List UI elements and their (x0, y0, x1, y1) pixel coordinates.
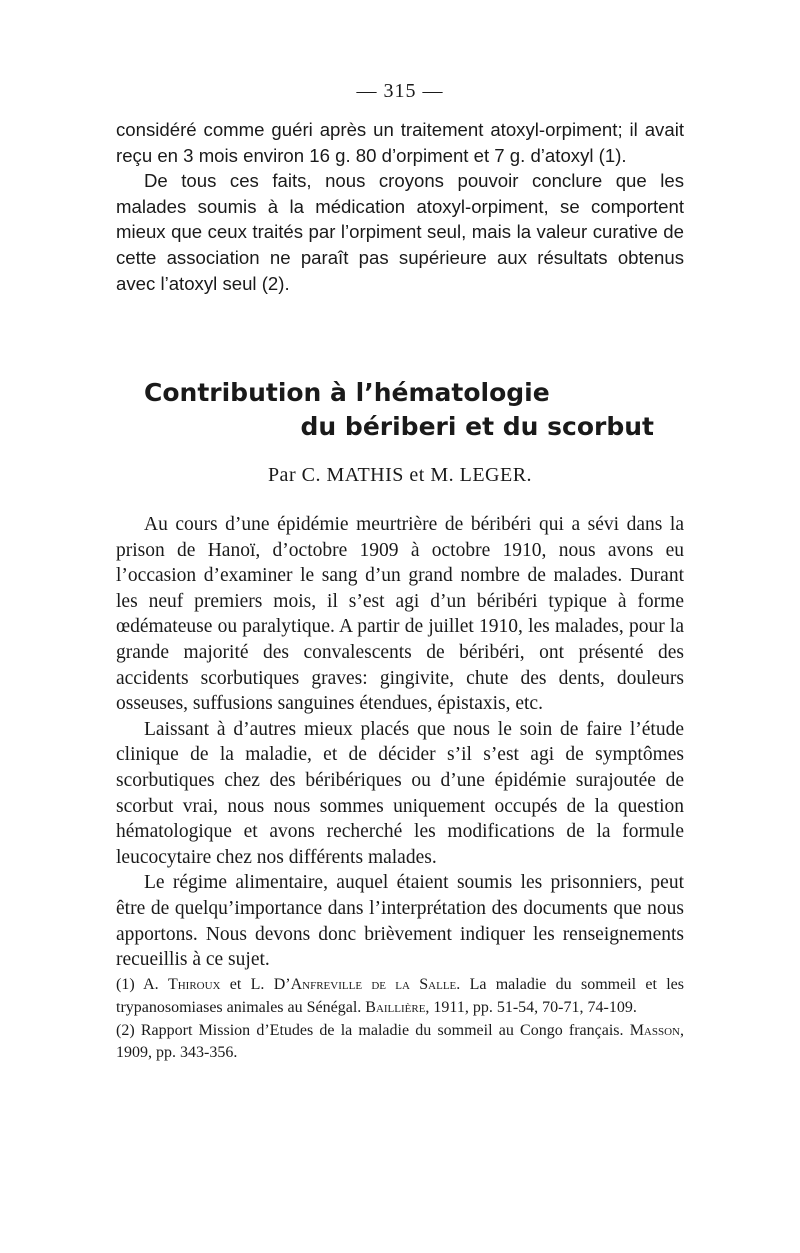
page-number: — 315 — (356, 80, 444, 102)
footnote-text: , 1909, pp. 343-356. (116, 1021, 684, 1062)
footnote-author-name: D’Anfreville de la Salle (273, 976, 457, 993)
footnote-1 (116, 974, 684, 1020)
footnote-text: Rapport Mission d’Etudes de la maladie du sommeil au Congo français. (140, 1021, 624, 1039)
body-paragraph: Le régime alimentaire, auquel étaient soumis les prisonniers, peut être de quelqu’importance dans l’interprétation des documents que nous apportons. Nous devons donc brièvement indiquer les renseignements recueillis à ce sujet. (116, 872, 684, 971)
continued-paragraph: considéré comme guéri après un traitement atoxyl-orpiment; il avait reçu en 3 mois environ 16 g. 80 d’orpiment et 7 g. d’atoxyl (1). (116, 119, 684, 166)
continued-text-block (116, 117, 684, 296)
footnote-text: , 1911, pp. 51-54, 70-71, 74-109. (425, 998, 637, 1016)
footnote-2 (116, 1020, 684, 1066)
article-byline: Par C. MATHIS et M. LEGER. (267, 464, 533, 486)
article-body (116, 512, 684, 973)
footnote-publisher: Masson (629, 1021, 680, 1039)
footnote-publisher: Baillière (365, 998, 426, 1016)
body-paragraph: Laissant à d’autres mieux placés que nous le soin de faire l’étude clinique de la maladie, et de décider s’il s’est agi de symptômes scorbutiques chez des béribériques ou d’une épidémie surajoutée de scorbut vrai, nous nous sommes uniquement occupés de la question hématologique et avons recherché les modifications de la formule leucocytaire chez nos différents malades. (116, 718, 684, 868)
footnote-text: A. (143, 976, 159, 993)
footnote-number: (2) (116, 1021, 135, 1039)
footnote-author-name: Thiroux (167, 976, 221, 993)
footnote-text: et L. (229, 976, 265, 993)
footnote-text: . La maladie du sommeil et les trypanosomiases animales au Sénégal. (116, 976, 684, 1016)
footnotes (116, 974, 684, 1065)
footnote-number: (1) (116, 976, 135, 993)
conclusion-paragraph: De tous ces faits, nous croyons pouvoir conclure que les malades soumis à la médication atoxyl-orpiment, se comportent mieux que ceux traités par l’orpiment seul, mais la valeur curative de cette association ne paraît pas supérieure aux résultats obtenus avec l’atoxyl seul (2). (116, 170, 684, 294)
body-paragraph: Au cours d’une épidémie meurtrière de béribéri qui a sévi dans la prison de Hanoï, d’octobre 1909 à octobre 1910, nous avons eu l’occasion d’examiner le sang d’un grand nombre de malades. Durant les neuf premiers mois, il s’est agi d’un béribéri typique à forme œdémateuse ou paralytique. A partir de juillet 1910, les malades, pour la grande majorité des convalescents de béribéri, ont présenté des accidents scorbutiques graves: gingivite, chute des dents, douleurs osseuses, suffusions sanguines étendues, épistaxis, etc. (116, 514, 684, 715)
article-title-line-1: Contribution à l’hématologie (144, 378, 550, 407)
article-title-line-2: du bériberi et du scorbut (300, 412, 654, 441)
